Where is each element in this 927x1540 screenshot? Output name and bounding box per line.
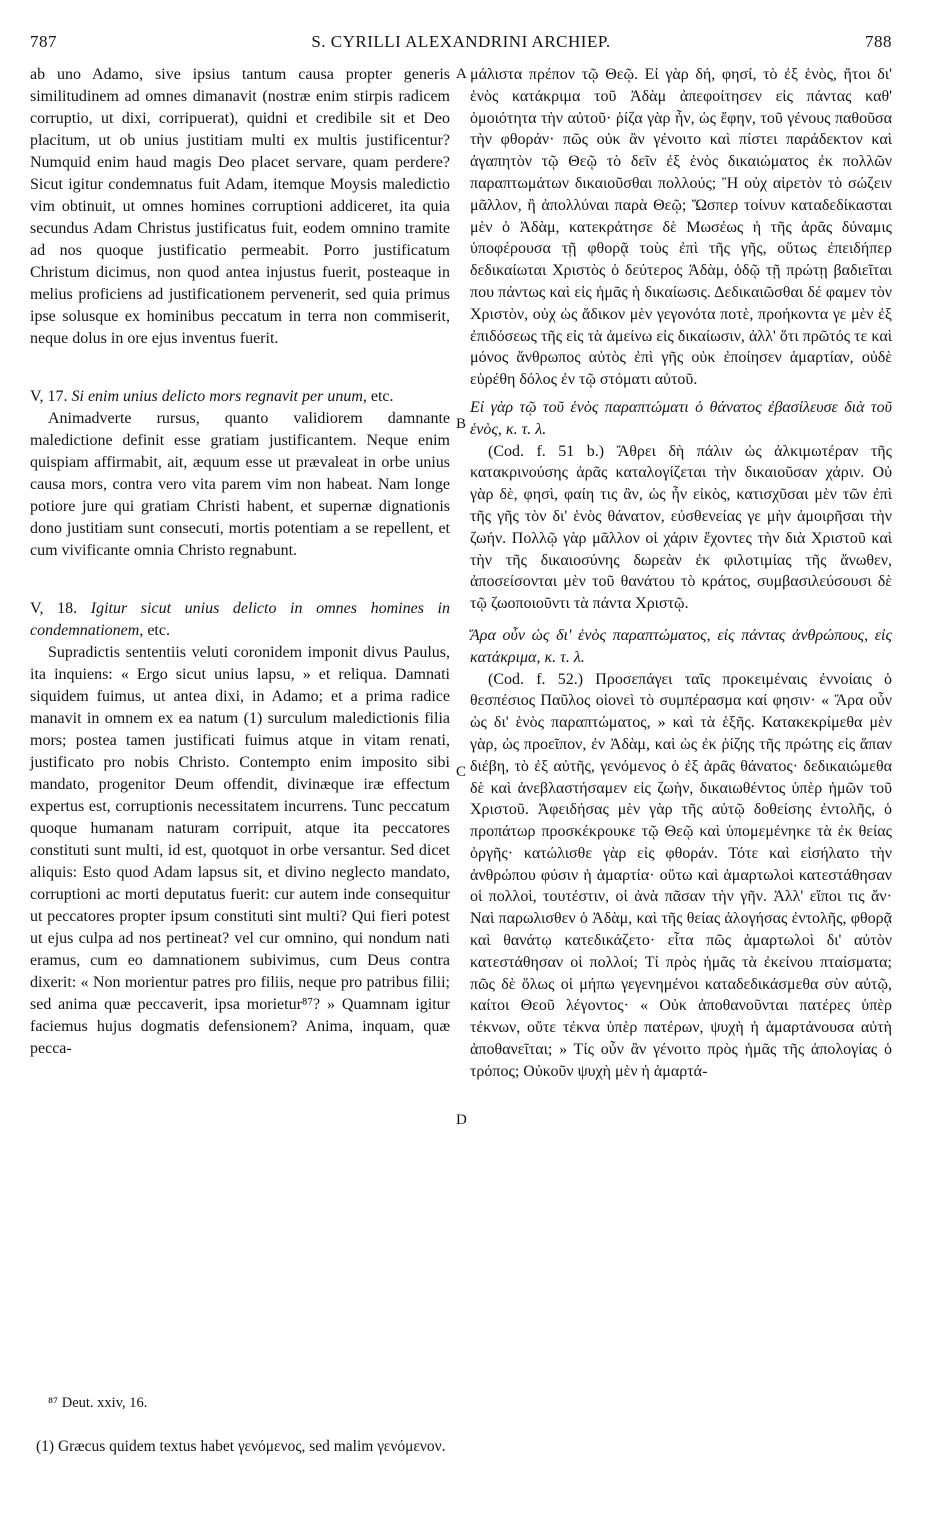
greek-paragraph-1: μάλιστα πρέπον τῷ Θεῷ. Εἰ γὰρ δή, φησί, τὸ ἐξ ἑνὸς, ἤτοι δι' ἑνὸς κατάκριμα τοῦ Ἀδὰμ ἀπεφοίτησεν εἰς πάντας καθ' ὁμοιότητα τὴν αὐτοῦ· ῥίζα γὰρ ἦν, ὡς ἔφην, τοῦ γένους παθοῦσα τὴν φθοράν· πῶς οὐκ ἂν γένοιτο καὶ πίστει παράδεκτον καὶ ἀγαπητὸν τῷ Θεῷ τὸ δεῖν ἐξ ἑνὸς δικαιώματος ἐκ πολλῶν παραπτωμάτων δικαιοῦσθαι πολλούς; Ἢ οὐχ αἱρετὸν τὸ σώζειν μᾶλλον, ἢ ἀπολλύναι παρὰ Θεῷ; Ὥσπερ τοίνυν καταδεδίκασται μὲν ὁ Ἀδὰμ, κατεκράτησε δὲ Μωσέως ἡ τῆς ἀρᾶς δύναμις ὑποφέρουσα τῇ φθορᾷ τοὺς ἐπὶ τῆς γῆς, οὕτως ἐπειδήπερ δεδικαίωται Χριστὸς ὁ δεύτερος Ἀδὰμ, ὁδῷ τῇ πρώτῃ βαδιεῖται που πάντως καὶ εἰς ἡμᾶς ἡ δικαίωσις. Δεδικαιῶσθαι δέ φαμεν τὸν Χριστὸν, οὐχ ὡς ἄδικον μὲν γεγονότα ποτὲ, προήκοντα γε μὲν ἐξ ἐπιδόσεως τῆς εἰς τὰ ἀμείνω εἰς δικαίωσιν, ἀλλ' ὅτι πρῶτός τε καὶ μόνος ἄνθρωπος αὐτὸς ἐπὶ γῆς οὐκ ἐποίησεν ἁμαρτίαν, οὐδὲ εὑρέθη δόλος ἐν τῷ στόματι αὐτοῦ.: [470, 66, 892, 389]
margin-letter-d: D: [456, 1112, 467, 1128]
verse-text: Si enim unius delicto mors regnavit per unum: [71, 388, 363, 405]
greek-paragraph-3: (Cod. f. 52.) Προσεπάγει ταῖς προκειμέναις ἐννοίαις ὁ θεσπέσιος Παῦλος οἱονεὶ τὸ συμπέρασμα καί φησιν· « Ἄρα οὖν ὡς δι' ἑνὸς παραπτώματος, » καὶ τὰ ἑξῆς. Κατακεκρίμεθα μὲν γὰρ, ὡς προεῖπον, ἐν Ἀδὰμ, καὶ ὡς ἐκ ῥίζης τῆς πρώτης εἰς ἅπαν διέβη, τὸ ἐξ αὐτῆς, γενόμενος ὁ ἐξ ἀρᾶς θάνατος· δεδικαιώμεθα δὲ καὶ ἀνεβλαστήσαμεν εἰς ζωὴν, δικαιωθέντος ὑπὲρ ἡμῶν τοῦ Χριστοῦ. Ἀφειδήσας μὲν γὰρ τῆς αὐτῷ δοθείσης ἐντολῆς, ὁ προπάτωρ προσκέκρουκε τῷ Θεῷ καὶ ὑπομεμένηκε τὰ ἐκ θείας ὀργῆς· κατώλισθε γὰρ εἰς φθοράν. Τότε καὶ εἰσήλατο τὴν ἀνθρώπου φύσιν ἡ ἁμαρτία· οὕτω καὶ ἁμαρτωλοὶ κατεστάθησαν οἱ πολλοὶ, τουτέστιν, οἱ ἀνὰ πᾶσαν τὴν γῆν. Ἀλλ' εἴποι τις ἄν· Ναὶ παρωλισθεν ὁ Ἀδὰμ, καὶ τῆς θείας ἀλογήσας ἐντολῆς, φθορᾷ καὶ θανάτῳ κατεδικάζετο· εἶτα πῶς ἁμαρτωλοὶ δι' αὐτὸν κατεστάθησαν οἱ πολλοί; Τί πρὸς ἡμᾶς τὰ ἐκείνου πταίσματα; πῶς δὲ ὅλως οἱ μήπω γεγενημένοι καταδεδικάσμεθα σὺν αὐτῷ, καίτοι Θεοῦ λέγοντος· « Οὐκ ἀποθανοῦνται πατέρες ὑπὲρ τέκνων, οὔτε τέκνα ὑπὲρ πατέρων, ψυχὴ ἡ ἁμαρτάνουσα αὐτὴ ἀποθανεῖται; » Τίς οὖν ἂν γένοιτο πρὸς ἡμᾶς τῆς ἀπολογίας ὁ τρόπος; Οὐκοῦν ψυχὴ μὲν ἡ ἁμαρτά-: [470, 670, 892, 1080]
verse-ref: V, 17.: [30, 388, 68, 405]
page-number-left: 787: [30, 32, 57, 51]
margin-letter-b: B: [456, 416, 467, 432]
left-column-latin: [30, 64, 450, 1060]
latin-heading-v17: [30, 386, 450, 408]
footnote-1: (1) Græcus quidem textus habet γενόμενος, sed malim γενόμενον.: [36, 1438, 446, 1455]
running-title: S. CYRILLI ALEXANDRINI ARCHIEP.: [311, 32, 611, 51]
latin-paragraph-3: Supradictis sententiis veluti coronidem imponit divus Paulus, ita inquiens: « Ergo sicut unius lapsu, » et reliqua. Damnati siquidem fuimus, ut antea dixi, in Adamo; et a prima radice manavit in omnem ex ea natum (1) surculum maledictionis filia mors; postea tamen justificati fuimus atque in vitam renati, justificato pro nobis Christo. Contempto enim imposito sibi mandato, progenitor Deum offendit, divinæque iræ effectum expertus est, corruptionis necessitatem incurrens. Tunc peccatum quoque humanam naturam corripuit, atque ita peccatores constituti sunt multi, id est, quotquot in orbe versantur. Sed dicet aliquis: Esto quod Adam lapsus sit, et divino neglecto mandato, corruptioni ac morti deputatus fuerit: cur autem inde consequitur ut peccatores propter ipsum constituti sint multi? Qui fieri potest ut ejus culpa ad nos pertineat? vel cur omnino, qui nondum nati eramus, cum eo damnationem subivimus, cum Deus contra dixerit: « Non morientur patres pro filiis, neque pro patribus filii; sed anima quæ peccaverit, ipsa morietur⁸⁷? » Quamnam igitur faciemus hujus dogmatis defensionem? Anima, inquam, quæ pecca-: [30, 644, 450, 1057]
page-number-right: 788: [865, 32, 892, 51]
margin-letter-a: A: [456, 66, 467, 82]
verse-ref: V, 18.: [30, 600, 78, 617]
latin-paragraph-2: Animadverte rursus, quanto validiorem damnante maledictione definit esse gratiam justificantem. Neque enim quispiam affirmabit, ait, æquum esse ut prævaleat in orbe unius causa mors, contra vero vita parem vim non habeat. Nam longe potiore jure qui gratiam Christi habent, et supernæ dignationis dono justitiam sunt consecuti, mortis potentiam a se repellent, et cum vivificante omnia Christo regnabunt.: [30, 410, 450, 559]
latin-paragraph-1: ab uno Adamo, sive ipsius tantum causa propter generis similitudinem ad omnes dimanavit (nostræ enim stirpis radicem corruptio, ut dixi, corripuerat), quidni et credibile sit et Deo placitum, ut ob unius justitiam multi ex multis justificentur? Numquid enim haud magis Deo placet servare, quam perdere? Sicut igitur condemnatus fuit Adam, itemque Moysis maledictio vim obtinuit, ut omnes homines corruptioni addiceret, ita quia secundus Adam Christus justificatus fuit, eodem omnino tramite ad nos quoque justificatio permeabit. Porro justificatum Christum dicimus, non quod antea injustus fuerit, posteaque in melius proficiens ad justificationem pervenerit, sed quia primus ipse solusque ex hominibus peccatum in terra non commiserit, neque dolus in ore ejus inventus fuerit.: [30, 66, 450, 347]
running-header: [30, 32, 892, 58]
right-column-greek: [470, 64, 892, 1083]
greek-heading-v17: Εἰ γὰρ τῷ τοῦ ἑνὸς παραπτώματι ὁ θάνατος ἐβασίλευσε διὰ τοῦ ἑνὸς, κ. τ. λ.: [470, 398, 892, 438]
verse-tail: , etc.: [139, 622, 170, 639]
footnote-87: ⁸⁷ Deut. xxiv, 16.: [48, 1395, 148, 1411]
verse-text: Igitur sicut unius delicto in omnes homines in condemnationem: [30, 600, 451, 639]
greek-paragraph-2: (Cod. f. 51 b.) Ἄθρει δὴ πάλιν ὡς ἀλκιμωτέραν τῆς κατακρινούσης ἀρᾶς καταλογίζεται τὴν δικαιοῦσαν χάριν. Οὐ γὰρ δὲ, φησὶ, φαίη τις ἂν, ὡς ἦν εἰκὸς, κατισχῦσαι μὲν τῶν ἐπὶ τῆς γῆς τὸν δι' ἑνὸς θάνατον, εὐσθενείας γε μὴν ἀμοιρῆσαι τὴν ζωήν. Πολλῷ γὰρ μᾶλλον οἱ χάριν ἔχοντες τὴν διὰ Χριστοῦ καὶ τὴν τῆς δικαιοσύνης δωρεὰν ἐκ φιλοτιμίας τῆς ἄνωθεν, ἀποσείσονται μὲν τοῦ θανάτου τὸ κράτος, συμβασιλεύσουσι δὲ τῷ ζωοποιοῦντι τὰ πάντα Χριστῷ.: [470, 442, 892, 613]
latin-heading-v18: [30, 598, 450, 642]
margin-letter-c: C: [456, 764, 467, 780]
greek-heading-v18: Ἄρα οὖν ὡς δι' ἑνὸς παραπτώματος, εἰς πάντας ἀνθρώπους, εἰς κατάκριμα, κ. τ. λ.: [470, 626, 892, 666]
verse-tail: , etc.: [362, 388, 394, 405]
